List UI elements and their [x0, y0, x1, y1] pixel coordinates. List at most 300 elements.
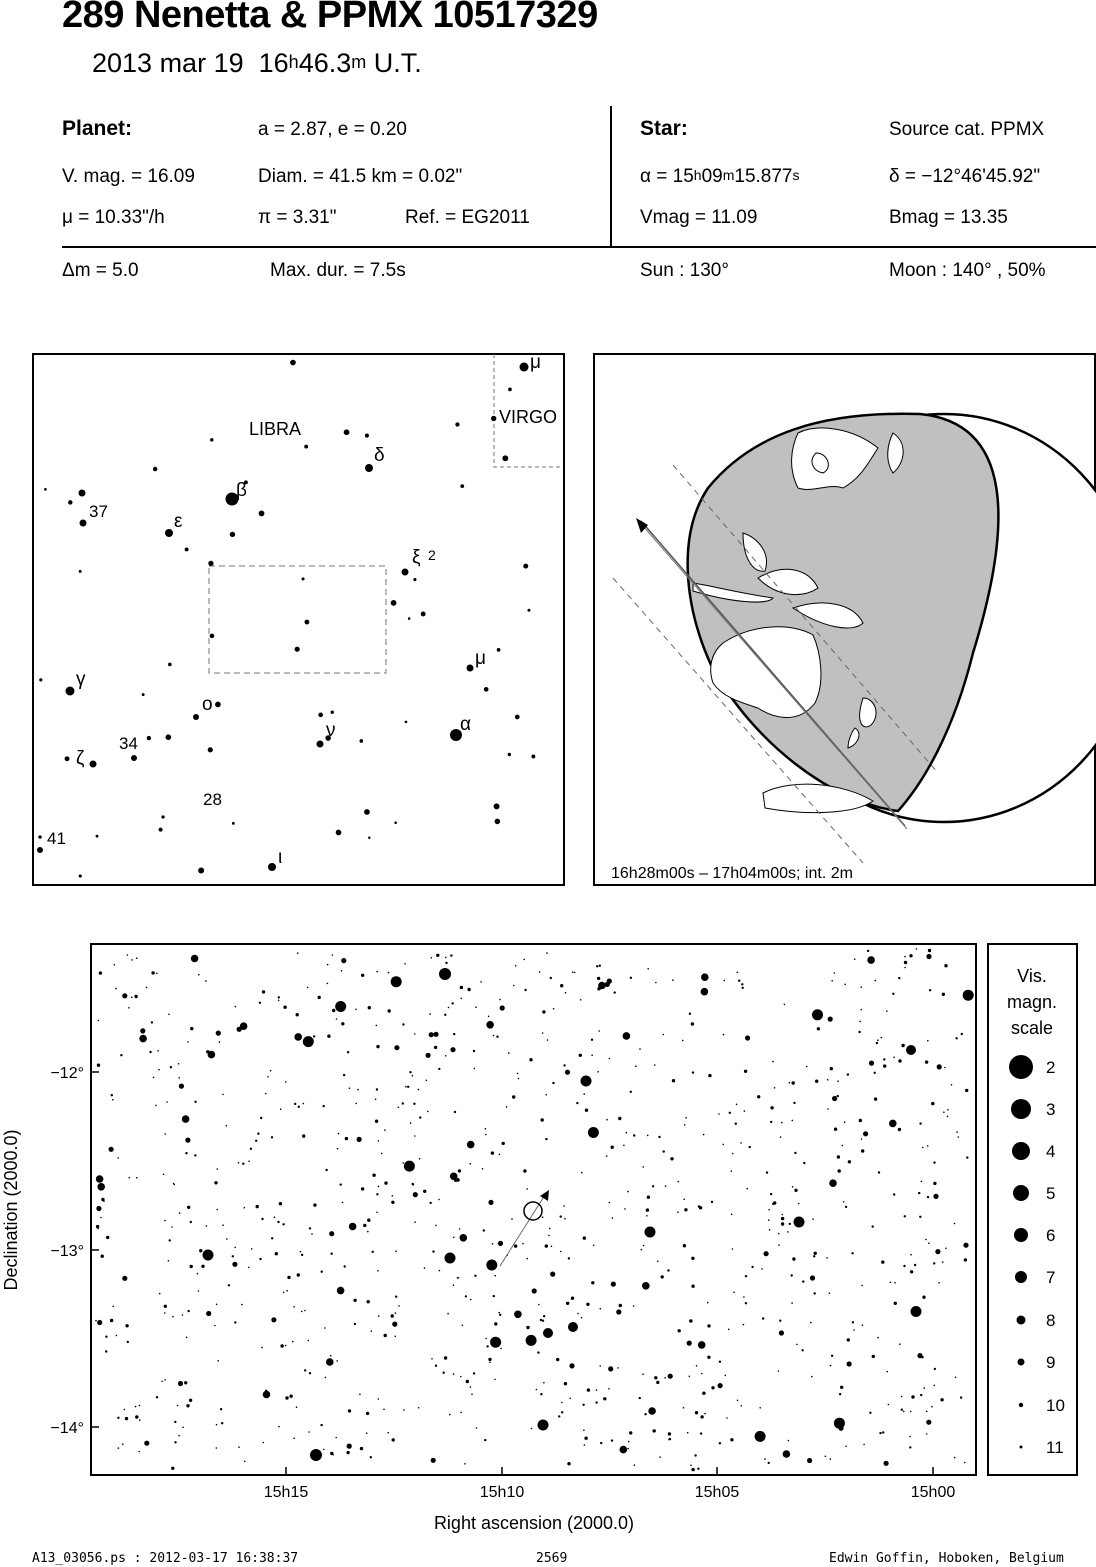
star-dot: [267, 1076, 269, 1078]
star-dot: [627, 1448, 629, 1450]
star-dot: [546, 952, 548, 954]
star-dot: [607, 979, 612, 984]
star-dot: [904, 1215, 906, 1217]
star-dot: [511, 1218, 513, 1220]
star-dot: [323, 1449, 325, 1451]
ra-h-unit: h: [693, 167, 702, 183]
legend-mag-label: 11: [1046, 1438, 1064, 1457]
star-dot: [933, 1262, 935, 1264]
star-dot: [725, 1375, 727, 1377]
star-dot: [874, 1072, 876, 1074]
globe-panel: [593, 353, 1096, 886]
star-dot: [782, 1214, 784, 1216]
star-dot: [445, 1055, 447, 1057]
legend-mag-label: 9: [1046, 1353, 1056, 1372]
star-dot: [904, 967, 906, 969]
star-dot: [1011, 1099, 1031, 1119]
star-dot: [431, 1458, 436, 1463]
star-dot: [405, 721, 408, 724]
star-dot: [545, 1094, 547, 1096]
star-dot: [568, 1257, 570, 1259]
star-dot: [484, 687, 489, 692]
star-dot: [928, 949, 931, 952]
star-dot: [1014, 1228, 1028, 1242]
star-dot: [963, 1243, 968, 1248]
star-dot: [206, 1225, 208, 1227]
star-dot: [883, 1058, 885, 1060]
star-dot: [903, 1265, 905, 1267]
star-dot: [858, 1031, 860, 1033]
star-dot: [265, 1093, 267, 1095]
star-dot: [755, 1431, 766, 1442]
star-dot: [708, 1074, 711, 1077]
star-dot: [79, 490, 86, 497]
star-dot: [745, 1275, 747, 1277]
star-dot: [486, 1345, 488, 1347]
star-dot: [117, 1157, 119, 1159]
star-dot: [813, 1255, 815, 1257]
star-bmag: Bmag = 13.35: [889, 207, 1008, 228]
time-suffix: U.T.: [373, 48, 422, 78]
star-dot: [1012, 1142, 1030, 1160]
star-dot: [523, 564, 528, 569]
star-dot: [744, 1110, 746, 1112]
star-dot: [391, 1314, 394, 1317]
star-dot: [403, 1409, 405, 1411]
star-dot: [916, 948, 918, 950]
star-dot: [917, 1353, 922, 1358]
star-dot: [431, 957, 433, 959]
label-omicron: o: [202, 694, 213, 715]
star-dot: [863, 1131, 868, 1136]
star-dot: [214, 1181, 217, 1184]
star-dot: [198, 974, 200, 976]
star-dot: [582, 1404, 584, 1406]
star-dot: [931, 1406, 933, 1408]
star-dot: [194, 1154, 196, 1156]
star-dot: [561, 1402, 563, 1404]
star-dot: [837, 1080, 839, 1082]
star-dot: [572, 971, 574, 973]
star-dot: [349, 1223, 357, 1231]
star-dot: [633, 1305, 635, 1307]
star-dot: [654, 1064, 656, 1066]
star-dot: [439, 1270, 441, 1272]
star-dot: [553, 1008, 555, 1010]
star-dot: [723, 1034, 725, 1036]
star-dot: [940, 1398, 943, 1401]
label-nu: ν: [326, 720, 336, 741]
star-dot: [122, 993, 127, 998]
star-dot: [532, 1288, 537, 1293]
star-dot: [462, 1325, 464, 1327]
star-dot: [827, 1108, 829, 1110]
star-dot: [302, 577, 305, 580]
label-mu: μ: [475, 648, 486, 669]
star-dot: [619, 1304, 622, 1307]
star-dot: [293, 1306, 295, 1308]
star-dot: [633, 1134, 635, 1136]
star-dot: [90, 761, 97, 768]
star-dot: [794, 1152, 796, 1154]
star-dot: [146, 987, 148, 989]
star-dot: [337, 1148, 339, 1150]
star-dot: [719, 1442, 721, 1444]
star-dot: [365, 464, 373, 472]
star-dot: [881, 1037, 883, 1039]
star-dot: [735, 1123, 737, 1125]
star-dot: [172, 1316, 174, 1318]
star-dot: [475, 1006, 477, 1008]
label-mu-virgo: μ: [530, 353, 541, 373]
star-dot: [457, 1178, 459, 1180]
star-dot: [600, 1308, 602, 1310]
star-dot: [677, 1211, 679, 1213]
star-dot: [608, 1388, 610, 1390]
star-dot: [182, 1427, 184, 1429]
star-dot: [898, 1059, 901, 1062]
star-dot: [552, 1082, 554, 1084]
star-dot: [732, 1153, 734, 1155]
planet-heading: Planet:: [62, 117, 133, 140]
star-dot: [701, 973, 709, 981]
star-dot: [599, 1365, 601, 1367]
star-dot: [773, 1201, 776, 1204]
star-dot: [394, 1045, 399, 1050]
star-dot: [455, 422, 459, 426]
star-dot: [498, 1241, 503, 1246]
star-dot: [772, 1061, 774, 1063]
star-dot: [185, 1138, 190, 1143]
star-dot: [906, 1045, 916, 1055]
star-dot: [97, 1320, 102, 1325]
star-dot: [117, 1417, 119, 1419]
star-dot: [731, 1214, 733, 1216]
star-dot: [898, 1128, 901, 1131]
star-dot: [642, 1373, 644, 1375]
star-dot: [848, 1362, 850, 1364]
star-dot: [678, 1329, 681, 1332]
star-dot: [178, 1381, 183, 1386]
star-dot: [542, 1216, 544, 1218]
star-dot: [96, 835, 99, 838]
star-dot: [788, 1440, 790, 1442]
star-dot: [383, 1409, 385, 1411]
star-dot: [656, 1381, 659, 1384]
star-dot: [730, 1438, 733, 1441]
star-dot: [80, 520, 87, 527]
star-dot: [531, 1428, 533, 1430]
star-dot: [186, 1337, 188, 1339]
star-dot: [259, 1002, 261, 1004]
star-dot: [581, 1076, 592, 1087]
star-dot: [278, 996, 280, 998]
star-dot: [910, 1270, 913, 1273]
star-dot: [523, 1169, 526, 1172]
star-dot: [304, 620, 309, 625]
star-dot: [529, 1058, 532, 1061]
star-dot: [792, 1120, 794, 1122]
star-dot: [388, 972, 390, 974]
star-dot: [116, 1335, 118, 1337]
star-dot: [911, 1306, 922, 1317]
star-dot: [926, 1411, 928, 1413]
star-dot: [136, 1177, 138, 1179]
star-dot: [508, 753, 511, 756]
star-dot: [131, 997, 133, 999]
star-dot: [817, 1027, 820, 1030]
star-dot: [100, 1217, 102, 1219]
star-dot: [751, 1266, 753, 1268]
star-dot: [142, 693, 145, 696]
star-dot: [407, 1086, 409, 1088]
star-dot: [810, 1275, 815, 1280]
star-dot: [460, 986, 463, 989]
star-dot: [349, 1087, 351, 1089]
star-dot: [430, 1202, 432, 1204]
star-dot: [547, 1039, 549, 1041]
star-dot: [355, 1009, 357, 1011]
star-dot: [878, 1171, 880, 1173]
star-dot: [914, 1264, 916, 1266]
star-dot: [956, 1131, 958, 1133]
star-dot: [391, 1201, 394, 1204]
star-dot: [98, 1020, 100, 1022]
star-dot: [372, 1251, 374, 1253]
star-dot: [332, 954, 334, 956]
star-dot: [701, 1373, 703, 1375]
star-dot: [285, 1345, 287, 1347]
star-dot: [861, 1138, 863, 1140]
constellation-virgo: VIRGO: [499, 407, 558, 427]
star-dot: [65, 756, 70, 761]
star-dot: [402, 569, 409, 576]
star-dot: [918, 1192, 920, 1194]
star-dot: [954, 1457, 956, 1459]
star-dot: [764, 1251, 769, 1256]
star-dot: [603, 1397, 606, 1400]
star-dot: [826, 1257, 828, 1259]
star-dot: [667, 1269, 669, 1271]
star-dot: [620, 1446, 628, 1454]
star-dot: [232, 1255, 234, 1257]
star-dot: [691, 1022, 694, 1025]
star-dot: [221, 1422, 223, 1424]
star-dot: [538, 1304, 540, 1306]
star-dot: [647, 968, 649, 970]
star-dot: [524, 989, 526, 991]
star-dot: [545, 1244, 548, 1247]
star-dot: [125, 1324, 128, 1327]
star-dot: [874, 1097, 877, 1100]
star-dot: [295, 647, 300, 652]
star-dot: [125, 1417, 128, 1420]
star-dot: [230, 532, 235, 537]
star-dot: [926, 1433, 928, 1435]
legend-title-scale: scale: [1010, 1018, 1054, 1038]
star-dot: [426, 1080, 428, 1082]
star-dot: [96, 1225, 99, 1228]
star-dot: [166, 1101, 168, 1103]
star-dot: [543, 1315, 545, 1317]
star-dot: [473, 1372, 475, 1374]
star-dot: [596, 965, 598, 967]
star-dot: [215, 702, 221, 708]
star-dot: [644, 1413, 646, 1415]
star-dot: [925, 1239, 927, 1241]
star-dot: [418, 1407, 420, 1409]
star-dot: [585, 1109, 588, 1112]
star-dot: [489, 1362, 491, 1364]
star-dot: [745, 1035, 750, 1040]
star-dot: [460, 484, 464, 488]
star-dot: [454, 1111, 456, 1113]
star-dot: [404, 963, 406, 965]
star-dot: [232, 822, 235, 825]
star-dot: [701, 988, 709, 996]
star-dot: [169, 1239, 171, 1241]
star-dot: [324, 1327, 326, 1329]
star-dot: [395, 1336, 397, 1338]
star-dot: [683, 1244, 686, 1247]
star-dot: [499, 999, 501, 1001]
star-dot: [694, 1454, 696, 1456]
star-dot: [418, 1089, 420, 1091]
star-dot: [493, 1295, 495, 1297]
star-dot: [909, 954, 912, 957]
star-dot: [413, 578, 416, 581]
star-dot: [293, 1438, 295, 1440]
x-axis-label: Right ascension (2000.0): [433, 1513, 635, 1533]
star-dot: [854, 958, 856, 960]
star-dot: [490, 1337, 501, 1348]
xtick-1500: 15h00: [910, 1484, 956, 1501]
header-divider: [610, 106, 612, 246]
star-dot: [190, 1027, 193, 1030]
star-dot: [327, 964, 329, 966]
star-dot: [881, 1260, 884, 1263]
legend-title-vis: Vis.: [1017, 966, 1047, 986]
star-dot: [219, 1041, 221, 1043]
star-dot: [845, 1206, 847, 1208]
star-dot: [684, 1124, 686, 1126]
star-dot: [309, 1227, 311, 1229]
star-dot: [435, 1225, 437, 1227]
star-dot: [337, 1287, 345, 1295]
star-dot: [326, 1358, 334, 1366]
star-dot: [445, 1253, 456, 1264]
star-dot: [647, 1196, 650, 1199]
star-dot: [898, 977, 900, 979]
star-dot: [494, 1379, 496, 1381]
star-dot: [118, 1447, 120, 1449]
star-dot: [274, 1216, 276, 1218]
star-dot: [741, 1405, 743, 1407]
star-dot: [526, 1326, 529, 1329]
star-dot: [863, 1444, 865, 1446]
star-dot: [933, 1161, 935, 1163]
star-dot: [699, 1206, 702, 1209]
star-dot: [166, 734, 172, 740]
star-dot: [597, 1071, 599, 1073]
star-dot: [629, 1431, 632, 1434]
star-dot: [470, 1386, 472, 1388]
star-dot: [611, 1282, 616, 1287]
star-dot: [742, 987, 744, 989]
star-dot: [277, 1221, 279, 1223]
star-dot: [515, 965, 517, 967]
star-dot: [375, 1099, 377, 1101]
star-dot: [318, 713, 323, 718]
star-dot: [381, 1153, 383, 1155]
star-dot: [627, 1191, 629, 1193]
star-dot: [668, 1439, 670, 1441]
star-dot: [711, 1201, 713, 1203]
star-dot: [206, 1311, 211, 1316]
star-dot: [79, 874, 82, 877]
star-dot: [398, 1305, 400, 1307]
star-dot: [704, 1413, 706, 1415]
star-dot: [964, 1462, 966, 1464]
legend-mag-label: 6: [1046, 1226, 1056, 1245]
star-dot: [467, 1141, 475, 1149]
star-dot: [395, 1296, 397, 1298]
star-dot: [164, 1305, 167, 1308]
star-dot: [410, 1122, 412, 1124]
star-dot: [587, 1388, 590, 1391]
star-dot: [282, 1223, 284, 1225]
label-gamma: γ: [76, 669, 86, 690]
star-dot: [596, 1389, 598, 1391]
star-dot: [630, 1091, 632, 1093]
star-dot: [283, 1006, 286, 1009]
star-dot: [158, 1069, 160, 1071]
star-dot: [593, 1245, 595, 1247]
star-dot: [467, 665, 474, 672]
ytick-13: −13°: [50, 1243, 84, 1260]
star-dot: [124, 1409, 126, 1411]
star-dot: [560, 984, 563, 987]
star-dot: [591, 1281, 594, 1284]
star-dot: [764, 1458, 766, 1460]
star-dot: [691, 1285, 694, 1288]
star-dot: [127, 954, 129, 956]
star-dot: [409, 1071, 411, 1073]
star-dot: [595, 1401, 597, 1403]
star-dot: [279, 1202, 282, 1205]
star-dot: [869, 1061, 874, 1066]
star-dot: [353, 1299, 356, 1302]
star-dot: [678, 1181, 680, 1183]
star-dot: [655, 982, 657, 984]
star-dot: [872, 1355, 875, 1358]
star-dot: [367, 1231, 369, 1233]
star-dot: [630, 977, 632, 979]
star-dot: [618, 1117, 621, 1120]
star-dot: [737, 1400, 739, 1402]
star-dot: [781, 1122, 783, 1124]
star-dot: [392, 1322, 397, 1327]
label-delta: δ: [374, 445, 385, 466]
star-dot: [378, 1186, 380, 1188]
star-dot: [164, 1312, 166, 1314]
star-dot: [344, 429, 350, 435]
star-dot: [812, 1218, 814, 1220]
star-dot: [942, 993, 945, 996]
star-dot: [689, 1319, 692, 1322]
star-dot: [310, 1449, 322, 1461]
star-dot: [44, 488, 47, 491]
